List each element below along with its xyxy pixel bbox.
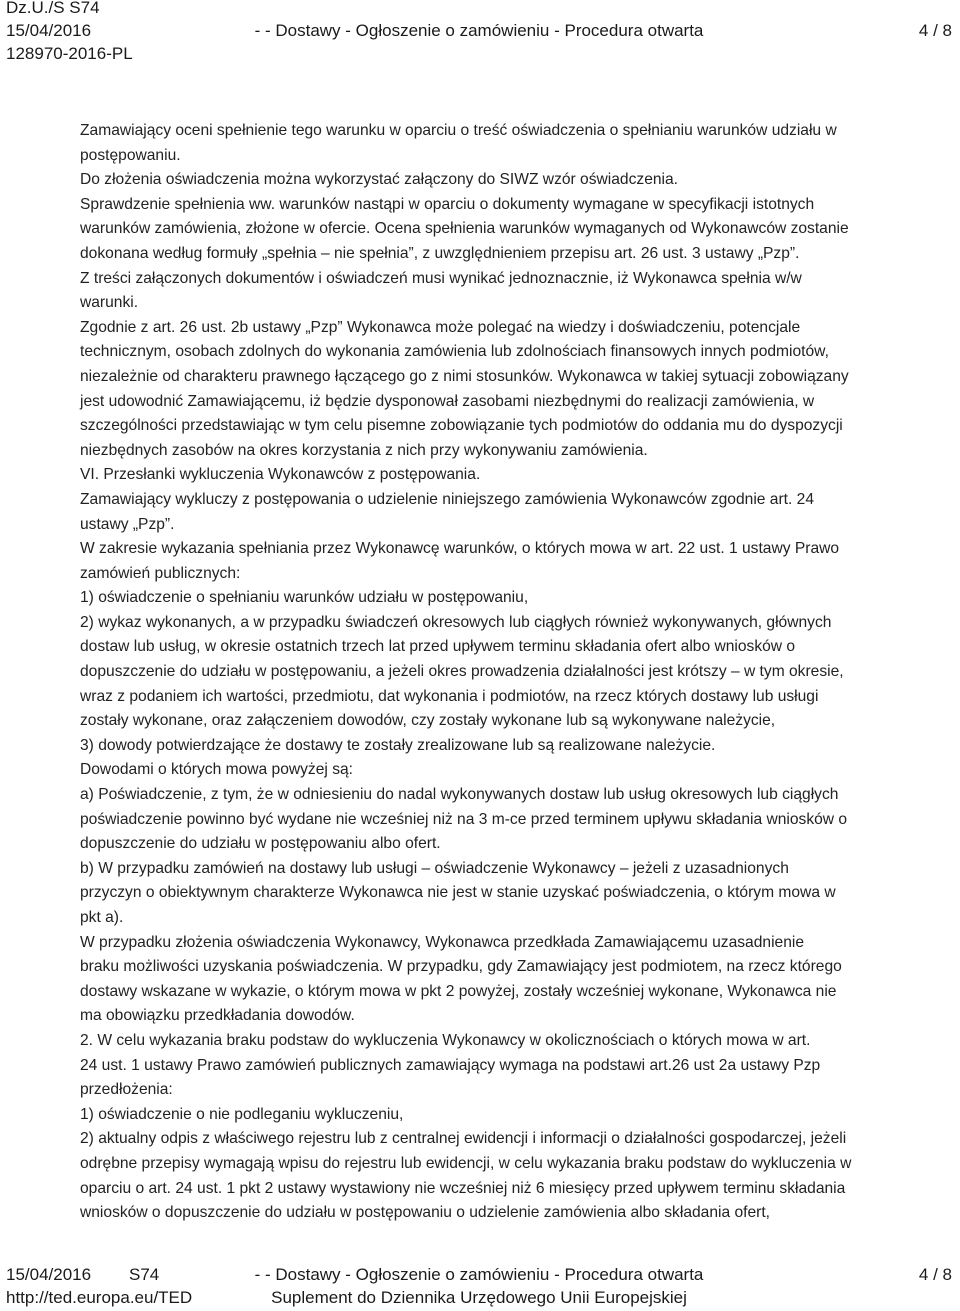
- body-line: 3) dowody potwierdzające że dostawy te zostały zrealizowane lub są realizowane należycie.: [80, 736, 716, 754]
- body-line: ustawy „Pzp”.: [80, 515, 175, 533]
- header-date: 15/04/2016: [6, 21, 92, 40]
- body-line: 2) wykaz wykonanych, a w przypadku świadczeń okresowych lub ciągłych również wykonywanych, głównych: [80, 613, 832, 631]
- body-line: 2. W celu wykazania braku podstaw do wykluczenia Wykonawcy w okolicznościach o których mowa w art.: [80, 1031, 811, 1049]
- notice-body: [80, 119, 960, 1226]
- body-line: zamówień publicznych:: [80, 564, 241, 582]
- body-line: warunki.: [80, 294, 139, 312]
- body-line: niezbędnych zasobów na okres korzystania z nich przy wykonywaniu zamówienia.: [80, 441, 648, 459]
- body-line: 1) oświadczenie o nie podleganiu wykluczeniu,: [80, 1105, 404, 1123]
- footer-code: S74: [129, 1265, 160, 1284]
- body-line: Zamawiający oceni spełnienie tego warunku w oparciu o treść oświadczenia o spełnianiu warunków udziału w: [80, 122, 837, 139]
- header-title: - - Dostawy - Ogłoszenie o zamówieniu - Procedura otwarta: [254, 21, 704, 40]
- body-line: Do złożenia oświadczenia można wykorzystać załączony do SIWZ wzór oświadczenia.: [80, 171, 679, 189]
- body-line: postępowaniu.: [80, 146, 181, 164]
- body-line: dopuszczenie do udziału w postępowaniu albo ofert.: [80, 835, 441, 853]
- body-line: technicznym, osobach zdolnych do wykonania zamówienia lub zdolnościach finansowych innych podmiotów,: [80, 343, 829, 361]
- body-line: dokonana według formuły „spełnia – nie spełnia”, z uwzględnieniem przepisu art. 26 ust. 3 ustawy „Pzp”.: [80, 244, 800, 262]
- footer-publication: Suplement do Dziennika Urzędowego Unii Europejskiej: [271, 1288, 687, 1307]
- body-line: Sprawdzenie spełnienia ww. warunków nastąpi w oparciu o dokumenty wymagane w specyfikacji istotnych: [80, 195, 815, 213]
- body-line: dopuszczenie do udziału w postępowaniu, a jeżeli okres prowadzenia działalności jest krótszy – w tym okresie,: [80, 663, 844, 681]
- body-line: warunków zamówienia, złożone w ofercie. Ocena spełnienia warunków wymaganych od Wykonawców zostanie: [80, 220, 849, 238]
- body-line: W przypadku złożenia oświadczenia Wykonawcy, Wykonawca przedkłada Zamawiającemu uzasadnienie: [80, 933, 805, 951]
- body-line: ma obowiązku przedkładania dowodów.: [80, 1007, 355, 1025]
- body-line: dostawy wskazane w wykazie, o którym mowa w pkt 2 powyżej, zostały wcześniej wykonane, Wykonawca nie: [80, 982, 837, 1000]
- body-line: b) W przypadku zamówień na dostawy lub usługi – oświadczenie Wykonawcy – jeżeli z uzasadnionych: [80, 859, 789, 877]
- footer-url[interactable]: http://ted.europa.eu/TED: [6, 1288, 193, 1307]
- body-line: wraz z podaniem ich wartości, przedmiotu, dat wykonania i podmiotów, na rzecz których dostawy lub usługi: [80, 687, 819, 705]
- journal-reference: Dz.U./S S74: [6, 0, 100, 17]
- body-line: oparciu o art. 24 ust. 1 pkt 2 ustawy wystawiony nie wcześniej niż 6 miesięcy przed upływem terminu składania: [80, 1179, 846, 1197]
- body-line: niezależnie od charakteru prawnego łączącego go z nimi stosunków. Wykonawca w takiej sytuacji zobowiązany: [80, 367, 849, 385]
- body-line: poświadczenie powinno być wydane nie wcześniej niż na 3 m-ce przed terminem upływu składania wniosków o: [80, 810, 848, 828]
- body-line: zostały wykonane, oraz załączeniem dowodów, czy zostały wykonane lub są wykonywane należycie,: [80, 712, 776, 730]
- body-line: VI. Przesłanki wykluczenia Wykonawców z postępowania.: [80, 466, 481, 484]
- body-line: Zgodnie z art. 26 ust. 2b ustawy „Pzp” Wykonawca może polegać na wiedzy i doświadczeniu, potencjale: [80, 318, 801, 336]
- body-line: szczególności przedstawiając w tym celu pisemne zobowiązanie tych podmiotów do oddania mu do dyspozycji: [80, 417, 843, 435]
- notice-id: 128970-2016-PL: [6, 44, 133, 63]
- footer-date: 15/04/2016: [6, 1265, 92, 1284]
- body-line: 1) oświadczenie o spełnianiu warunków udziału w postępowaniu,: [80, 589, 529, 607]
- body-line: jest udowodnić Zamawiającemu, iż będzie dysponował zasobami niezbędnymi do realizacji zamówienia, w: [80, 392, 815, 410]
- body-line: wniosków o dopuszczenie do udziału w postępowaniu o udzielenie zamówienia albo składania ofert,: [80, 1204, 771, 1222]
- body-line: Dowodami o których mowa powyżej są:: [80, 761, 353, 779]
- body-line: Zamawiający wykluczy z postępowania o udzielenie niniejszego zamówienia Wykonawców zgodnie art. 24: [80, 490, 815, 508]
- body-line: pkt a).: [80, 909, 124, 926]
- header-page-number: 4 / 8: [918, 21, 952, 40]
- body-line: przedłożenia:: [80, 1081, 173, 1099]
- body-line: Z treści załączonych dokumentów i oświadczeń musi wynikać jednoznacznie, iż Wykonawca spełnia w/w: [80, 269, 802, 287]
- footer-page-number: 4 / 8: [918, 1265, 952, 1284]
- body-line: przyczyn o obiektywnym charakterze Wykonawca nie jest w stanie uzyskać poświadczenia, o którym mowa w: [80, 884, 836, 902]
- body-line: dostaw lub usług, w okresie ostatnich trzech lat przed upływem terminu składania ofert albo wniosków o: [80, 638, 796, 656]
- body-line: braku możliwości uzyskania poświadczenia. W przypadku, gdy Zamawiający jest podmiotem, na rzecz którego: [80, 958, 842, 976]
- body-line: 24 ust. 1 ustawy Prawo zamówień publicznych zamawiający wymaga na podstawi art.26 ust 2a ustawy Pzp: [80, 1056, 821, 1074]
- body-line: 2) aktualny odpis z właściwego rejestru lub z centralnej ewidencji i informacji o działalności gospodarczej, jeżeli: [80, 1130, 847, 1148]
- body-line: odrębne przepisy wymagają wpisu do rejestru lub ewidencji, w celu wykazania braku podstaw do wykluczenia w: [80, 1154, 852, 1172]
- footer-title: - - Dostawy - Ogłoszenie o zamówieniu - Procedura otwarta: [254, 1265, 704, 1284]
- body-line: W zakresie wykazania spełniania przez Wykonawcę warunków, o których mowa w art. 22 ust. 1 ustawy Prawo: [80, 540, 840, 558]
- body-line: a) Poświadczenie, z tym, że w odniesieniu do nadal wykonywanych dostaw lub usług okresowych lub ciągłych: [80, 786, 839, 804]
